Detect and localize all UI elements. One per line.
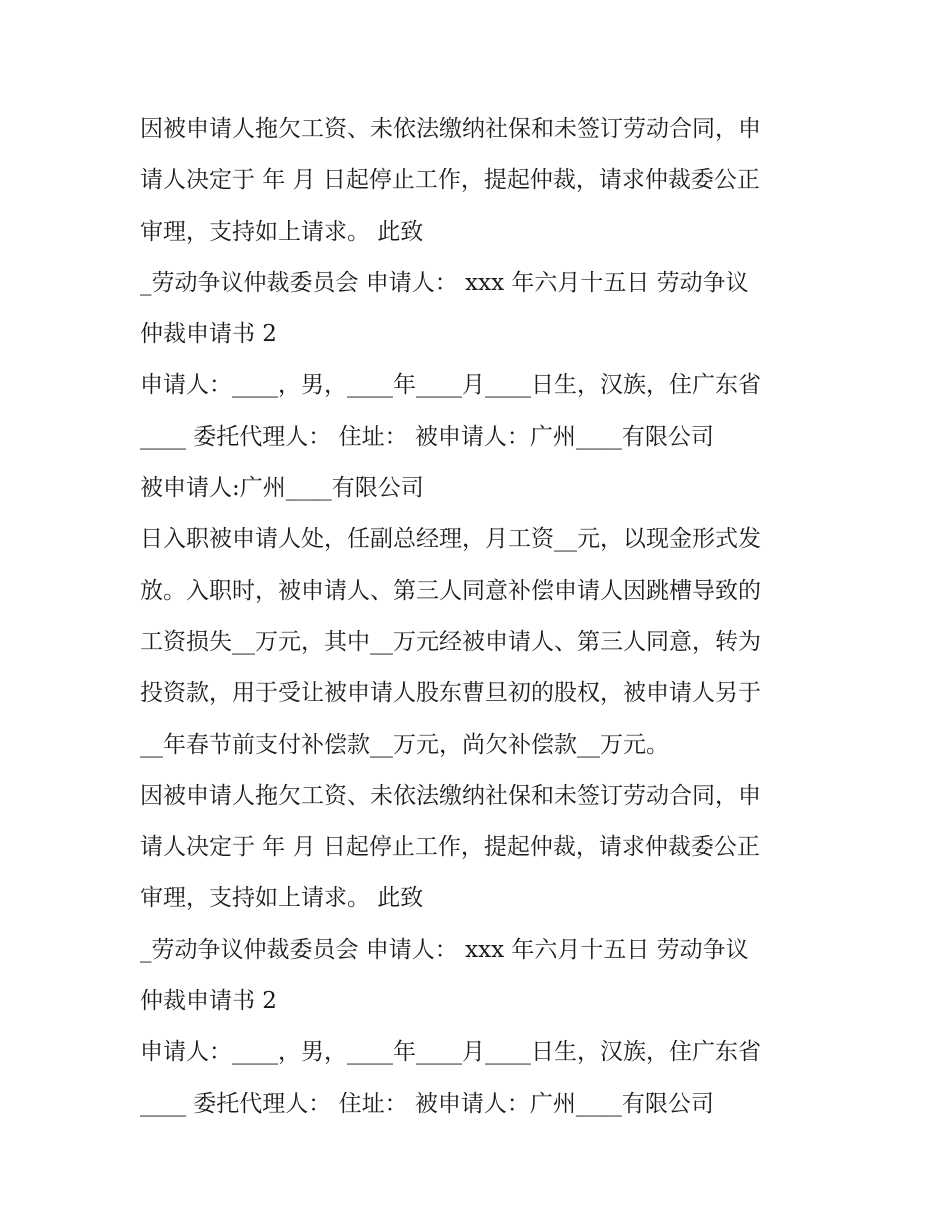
text-line: 审理，支持如上请求。 此致 xyxy=(140,885,424,912)
text-line: 因被申请人拖欠工资、未依法缴纳社保和未签订劳动合同，申 xyxy=(140,116,761,142)
document-body xyxy=(140,104,820,1130)
text-line: 请人决定于 年 月 日起停止工作，提起仲裁，请求仲裁委公正 xyxy=(140,834,760,861)
text-line: _劳动争议仲裁委员会 申请人： xxx 年六月十五日 劳动争议 xyxy=(140,936,749,963)
text-line: ____ 委托代理人： 住址： 被申请人：广州____有限公司 xyxy=(140,1090,714,1117)
text-line: ____ 委托代理人： 住址： 被申请人：广州____有限公司 xyxy=(140,423,714,450)
text-line: __年春节前支付补偿款__万元，尚欠补偿款__万元。 xyxy=(140,731,669,758)
text-line: 放。入职时，被申请人、第三人同意补偿申请人因跳槽导致的 xyxy=(140,577,761,604)
text-line: 审理，支持如上请求。 此致 xyxy=(140,218,424,245)
text-line: 投资款，用于受让被申请人股东曹旦初的股权，被申请人另于 xyxy=(140,680,761,707)
text-line: 申请人：____，男，____年____月____日生，汉族，住广东省 xyxy=(140,1039,761,1066)
text-line: 日入职被申请人处，任副总经理，月工资__元，以现金形式发 xyxy=(140,526,761,553)
text-line: 仲裁申请书 2 xyxy=(140,321,277,348)
text-line: 仲裁申请书 2 xyxy=(140,988,277,1015)
text-line: 请人决定于 年 月 日起停止工作，提起仲裁，请求仲裁委公正 xyxy=(140,167,760,194)
text-line: 因被申请人拖欠工资、未依法缴纳社保和未签订劳动合同，申 xyxy=(140,782,761,809)
text-line: 工资损失__万元，其中__万元经被申请人、第三人同意，转为 xyxy=(140,628,761,655)
text-line: 被申请人:广州____有限公司 xyxy=(140,475,424,502)
text-line: 申请人：____，男，____年____月____日生，汉族，住广东省 xyxy=(140,372,761,399)
text-line: _劳动争议仲裁委员会 申请人： xxx 年六月十五日 劳动争议 xyxy=(140,269,749,296)
